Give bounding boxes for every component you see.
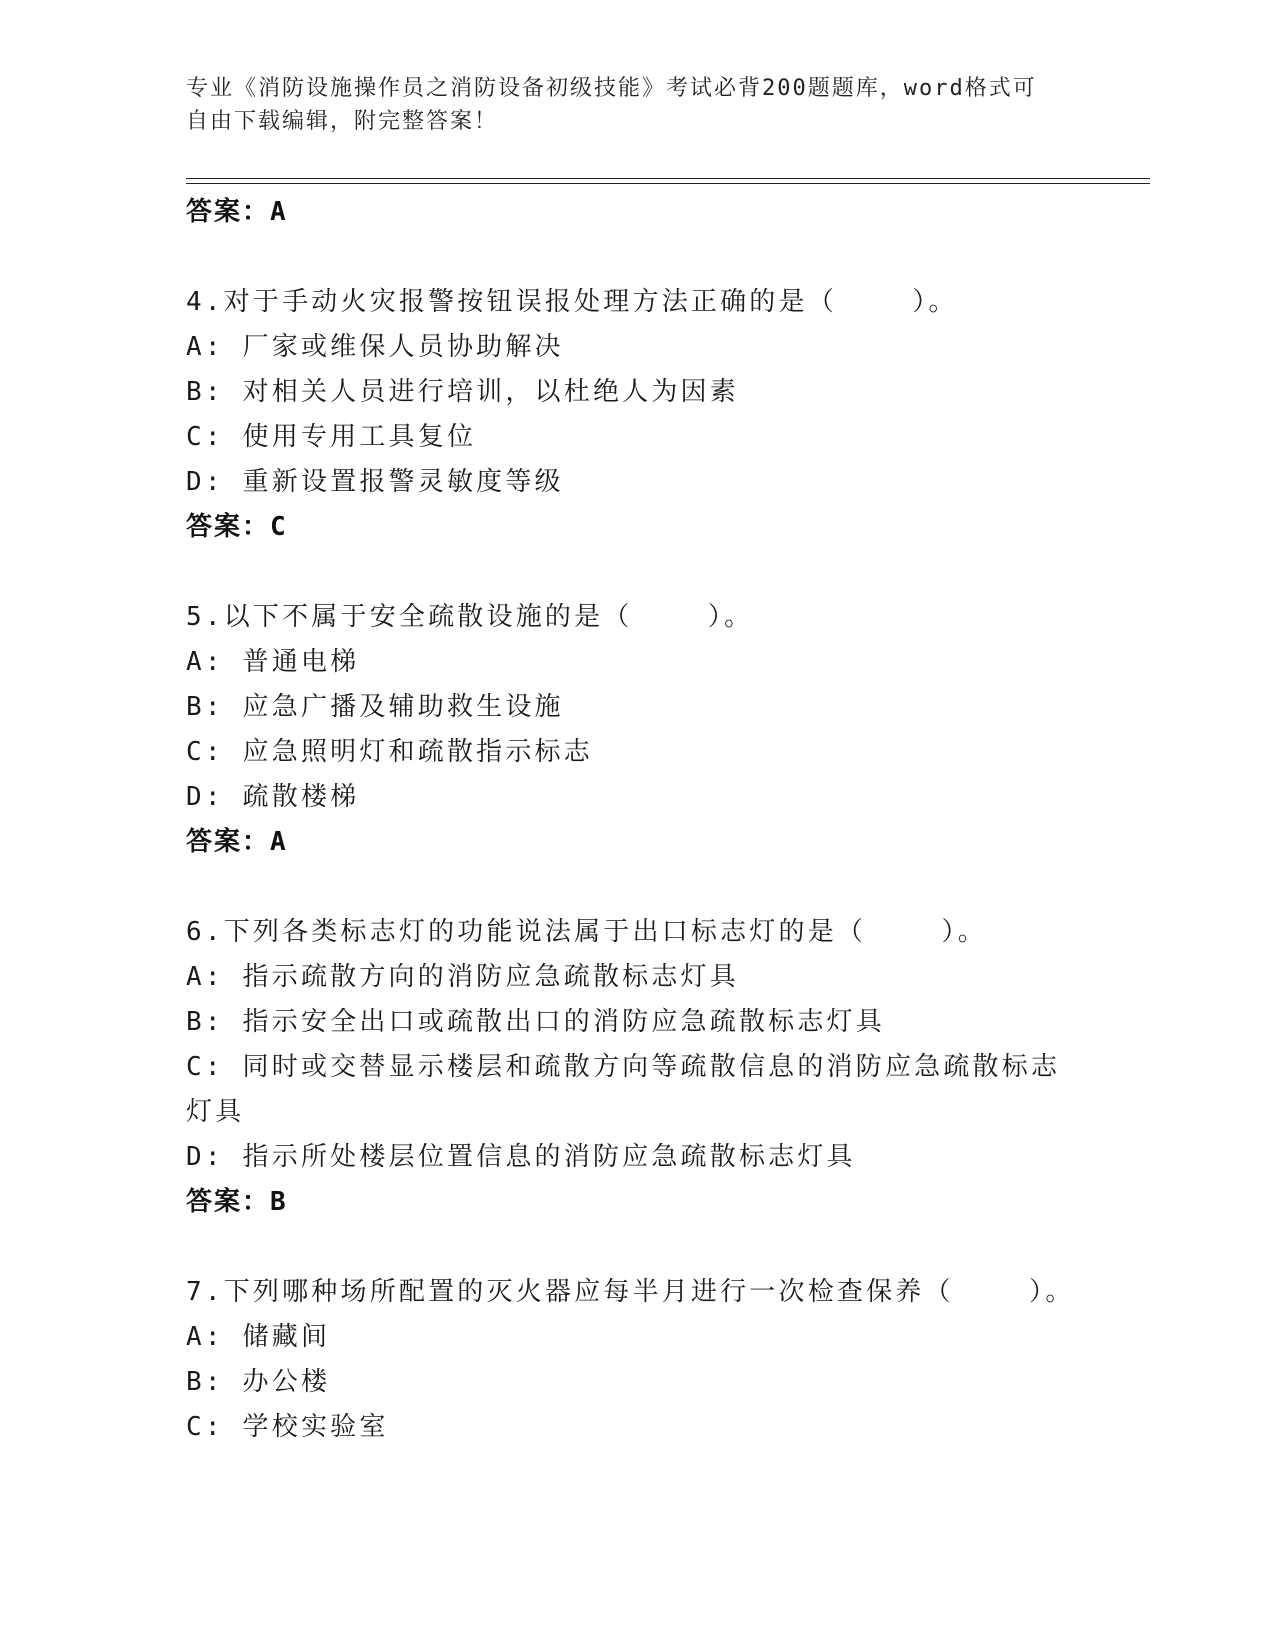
document-body	[186, 190, 1086, 1450]
spacer	[186, 1225, 1086, 1270]
header-rule-bottom	[186, 183, 1150, 184]
option-d: D: 疏散楼梯	[186, 782, 360, 812]
answer-line: 答案：C	[186, 512, 288, 542]
option-b: B: 应急广播及辅助救生设施	[186, 692, 564, 722]
question-block	[186, 1270, 1086, 1450]
option-c: C: 同时或交替显示楼层和疏散方向等疏散信息的消防应急疏散标志灯具	[186, 1052, 1061, 1127]
option-a: A: 储藏间	[186, 1322, 331, 1352]
answer-line: 答案：A	[186, 827, 288, 857]
option-b: B: 办公楼	[186, 1367, 331, 1397]
option-c: C: 应急照明灯和疏散指示标志	[186, 737, 593, 767]
question-title: 6.下列各类标志灯的功能说法属于出口标志灯的是（ ）。	[186, 917, 987, 947]
document-header	[186, 72, 1086, 138]
option-b: B: 对相关人员进行培训，以杜绝人为因素	[186, 377, 739, 407]
option-d: D: 重新设置报警灵敏度等级	[186, 467, 564, 497]
question-title: 5.以下不属于安全疏散设施的是（ ）。	[186, 602, 754, 632]
option-a: A: 指示疏散方向的消防应急疏散标志灯具	[186, 962, 739, 992]
header-line-2: 自由下载编辑，附完整答案！	[186, 109, 499, 134]
answer-line: 答案：A	[186, 197, 288, 227]
question-block	[186, 595, 1086, 865]
option-a: A: 厂家或维保人员协助解决	[186, 332, 564, 362]
answer-line: 答案：B	[186, 1187, 288, 1217]
question-block	[186, 280, 1086, 550]
option-c: C: 学校实验室	[186, 1412, 389, 1442]
spacer	[186, 865, 1086, 910]
header-line-1: 专业《消防设施操作员之消防设备初级技能》考试必背200题题库，word格式可	[186, 76, 1037, 101]
question-title: 7.下列哪种场所配置的灭火器应每半月进行一次检查保养（ ）。	[186, 1277, 1075, 1307]
option-b: B: 指示安全出口或疏散出口的消防应急疏散标志灯具	[186, 1007, 885, 1037]
spacer	[186, 235, 1086, 280]
question-title: 4.对于手动火灾报警按钮误报处理方法正确的是（ ）。	[186, 287, 958, 317]
option-c: C: 使用专用工具复位	[186, 422, 477, 452]
header-rule-top	[186, 178, 1150, 179]
option-d: D: 指示所处楼层位置信息的消防应急疏散标志灯具	[186, 1142, 856, 1172]
option-a: A: 普通电梯	[186, 647, 360, 677]
spacer	[186, 550, 1086, 595]
question-block	[186, 910, 1086, 1225]
